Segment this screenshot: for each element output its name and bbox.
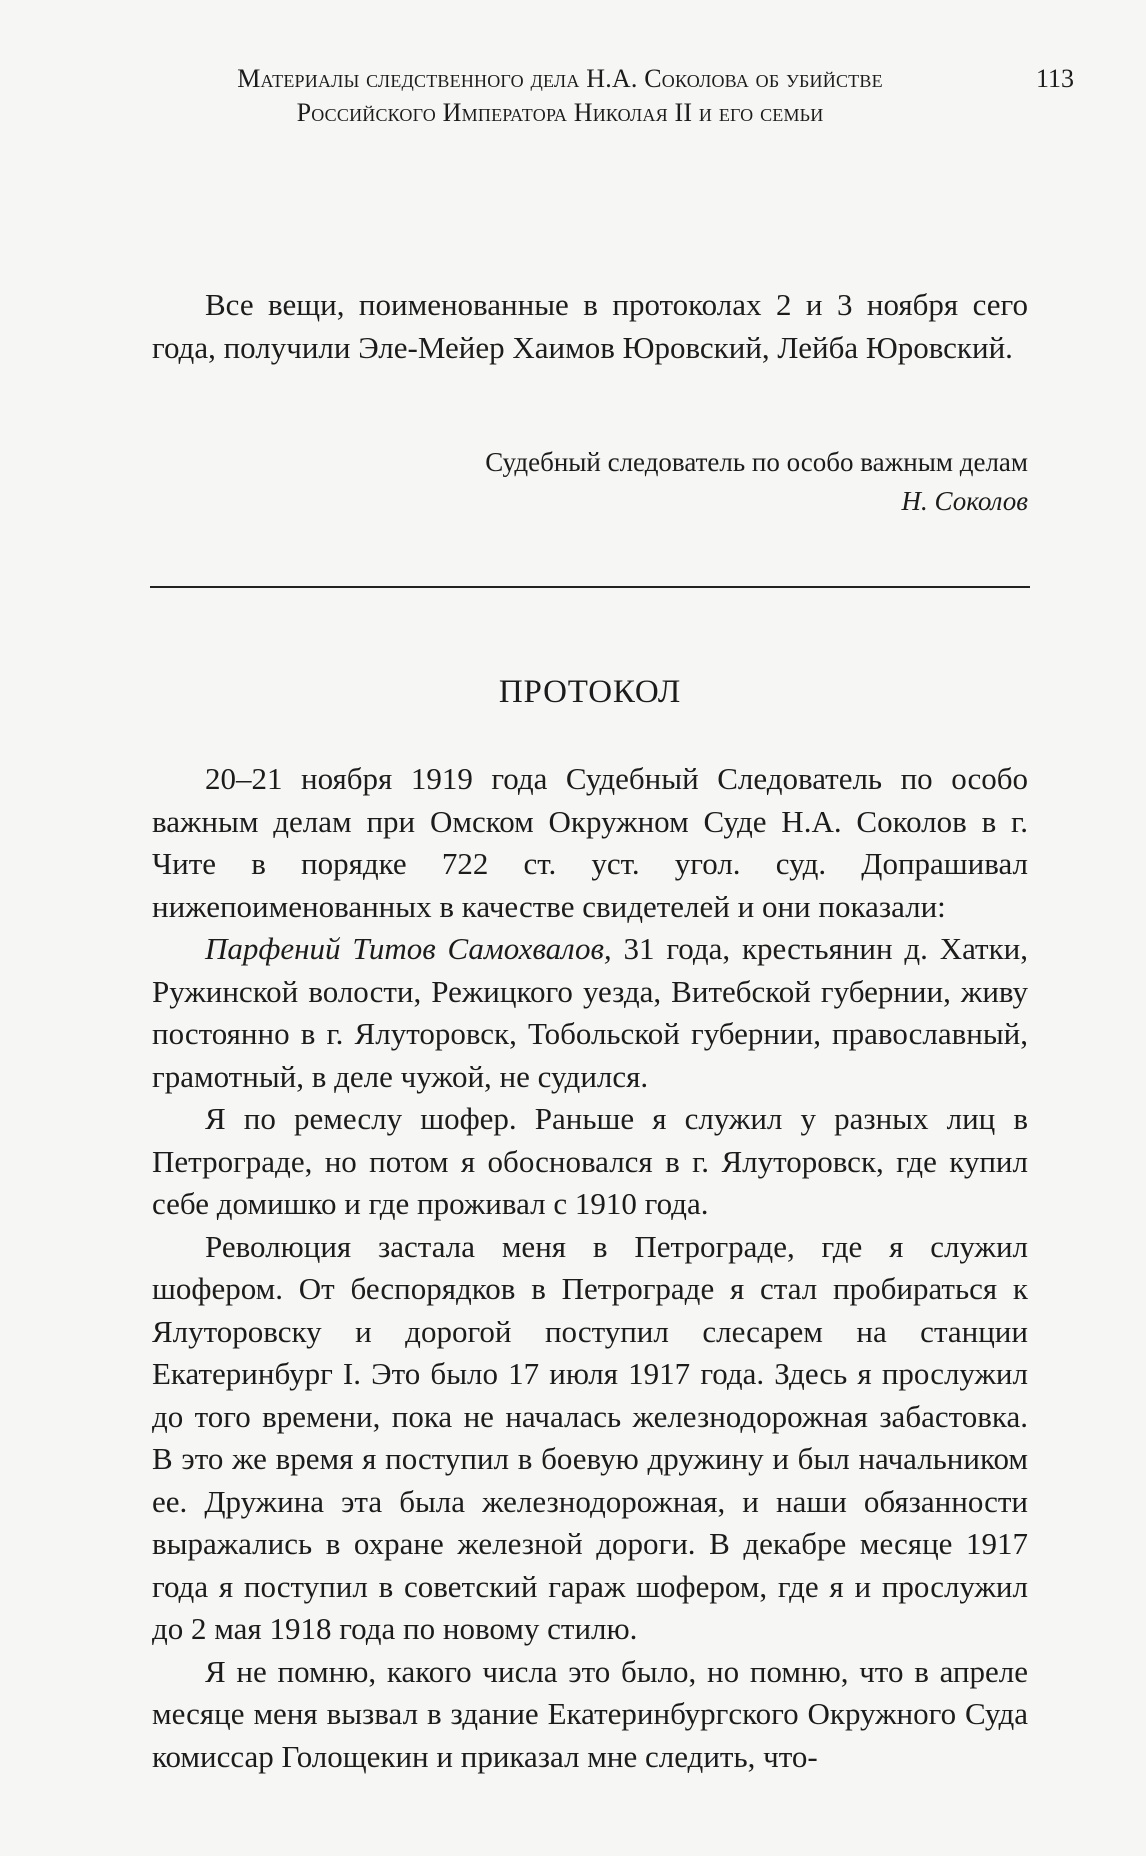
section-divider [150, 586, 1030, 588]
protocol-body [152, 758, 1028, 1778]
running-head-line-2: Российского Императора Николая II и его семьи [296, 98, 824, 127]
witness-details: 31 года, крестьянин д. Хатки, Ружинской волости, Режицкого уезда, Витебской губернии, живу постоянно в г. Ялуторовск, Тобольской губернии, православный, грамотный, в деле чужой, не судился. [152, 931, 1028, 1094]
page-number: 113 [1035, 64, 1074, 93]
signature-block [485, 443, 1028, 521]
protocol-paragraph-2 [152, 928, 1028, 1098]
protocol-paragraph-1: 20–21 ноября 1919 года Судебный Следователь по особо важным делам при Омском Окружном Суде Н.А. Соколов в г. Чите в порядке 722 ст. уст. угол. суд. Допрашивал нижепоименованных в качестве свидетелей и они показали: [152, 761, 1028, 924]
protocol-paragraph-5: Я не помню, какого числа это было, но помню, что в апреле месяце меня вызвал в здание Екатеринбургского Окружного Суда комиссар Голощекин и приказал мне следить, что- [152, 1653, 1028, 1774]
witness-name: Парфений Титов Самохвалов, [205, 931, 612, 966]
intro-paragraph: Все вещи, поименованные в протоколах 2 и 3 ноября сего года, получили Эле-Мейер Хаимов Юровский, Лейба Юровский. [152, 287, 1028, 365]
intro-block [152, 284, 1028, 369]
signature-name: Н. Соколов [901, 486, 1028, 516]
section-heading: ПРОТОКОЛ [498, 674, 682, 710]
protocol-paragraph-3: Я по ремеслу шофер. Раньше я служил у разных лиц в Петрограде, но потом я обосновался в г. Ялуторовск, где купил себе домишко и где проживал с 1910 года. [152, 1101, 1028, 1221]
protocol-paragraph-4: Революция застала меня в Петрограде, где я служил шофером. От беспорядков в Петрограде я стал пробираться к Ялуторовску и дорогой поступил слесарем на станции Екатеринбург I. Это было 17 июля 1917 года. Здесь я прослужил до того времени, пока не началась железнодорожная забастовка. В это же время я поступил в боевую дружину и был начальником ее. Дружина эта была железнодорожная, и наши обязанности выражались в охране железной дороги. В декабре месяце 1917 года я поступил в советский гараж шофером, где я и прослужил до 2 мая 1918 года по новому стилю. [152, 1228, 1028, 1646]
running-head [150, 62, 970, 130]
signature-title: Судебный следователь по особо важным делам [485, 447, 1028, 477]
running-head-line-1: Материалы следственного дела Н.А. Соколова об убийстве [237, 64, 883, 93]
